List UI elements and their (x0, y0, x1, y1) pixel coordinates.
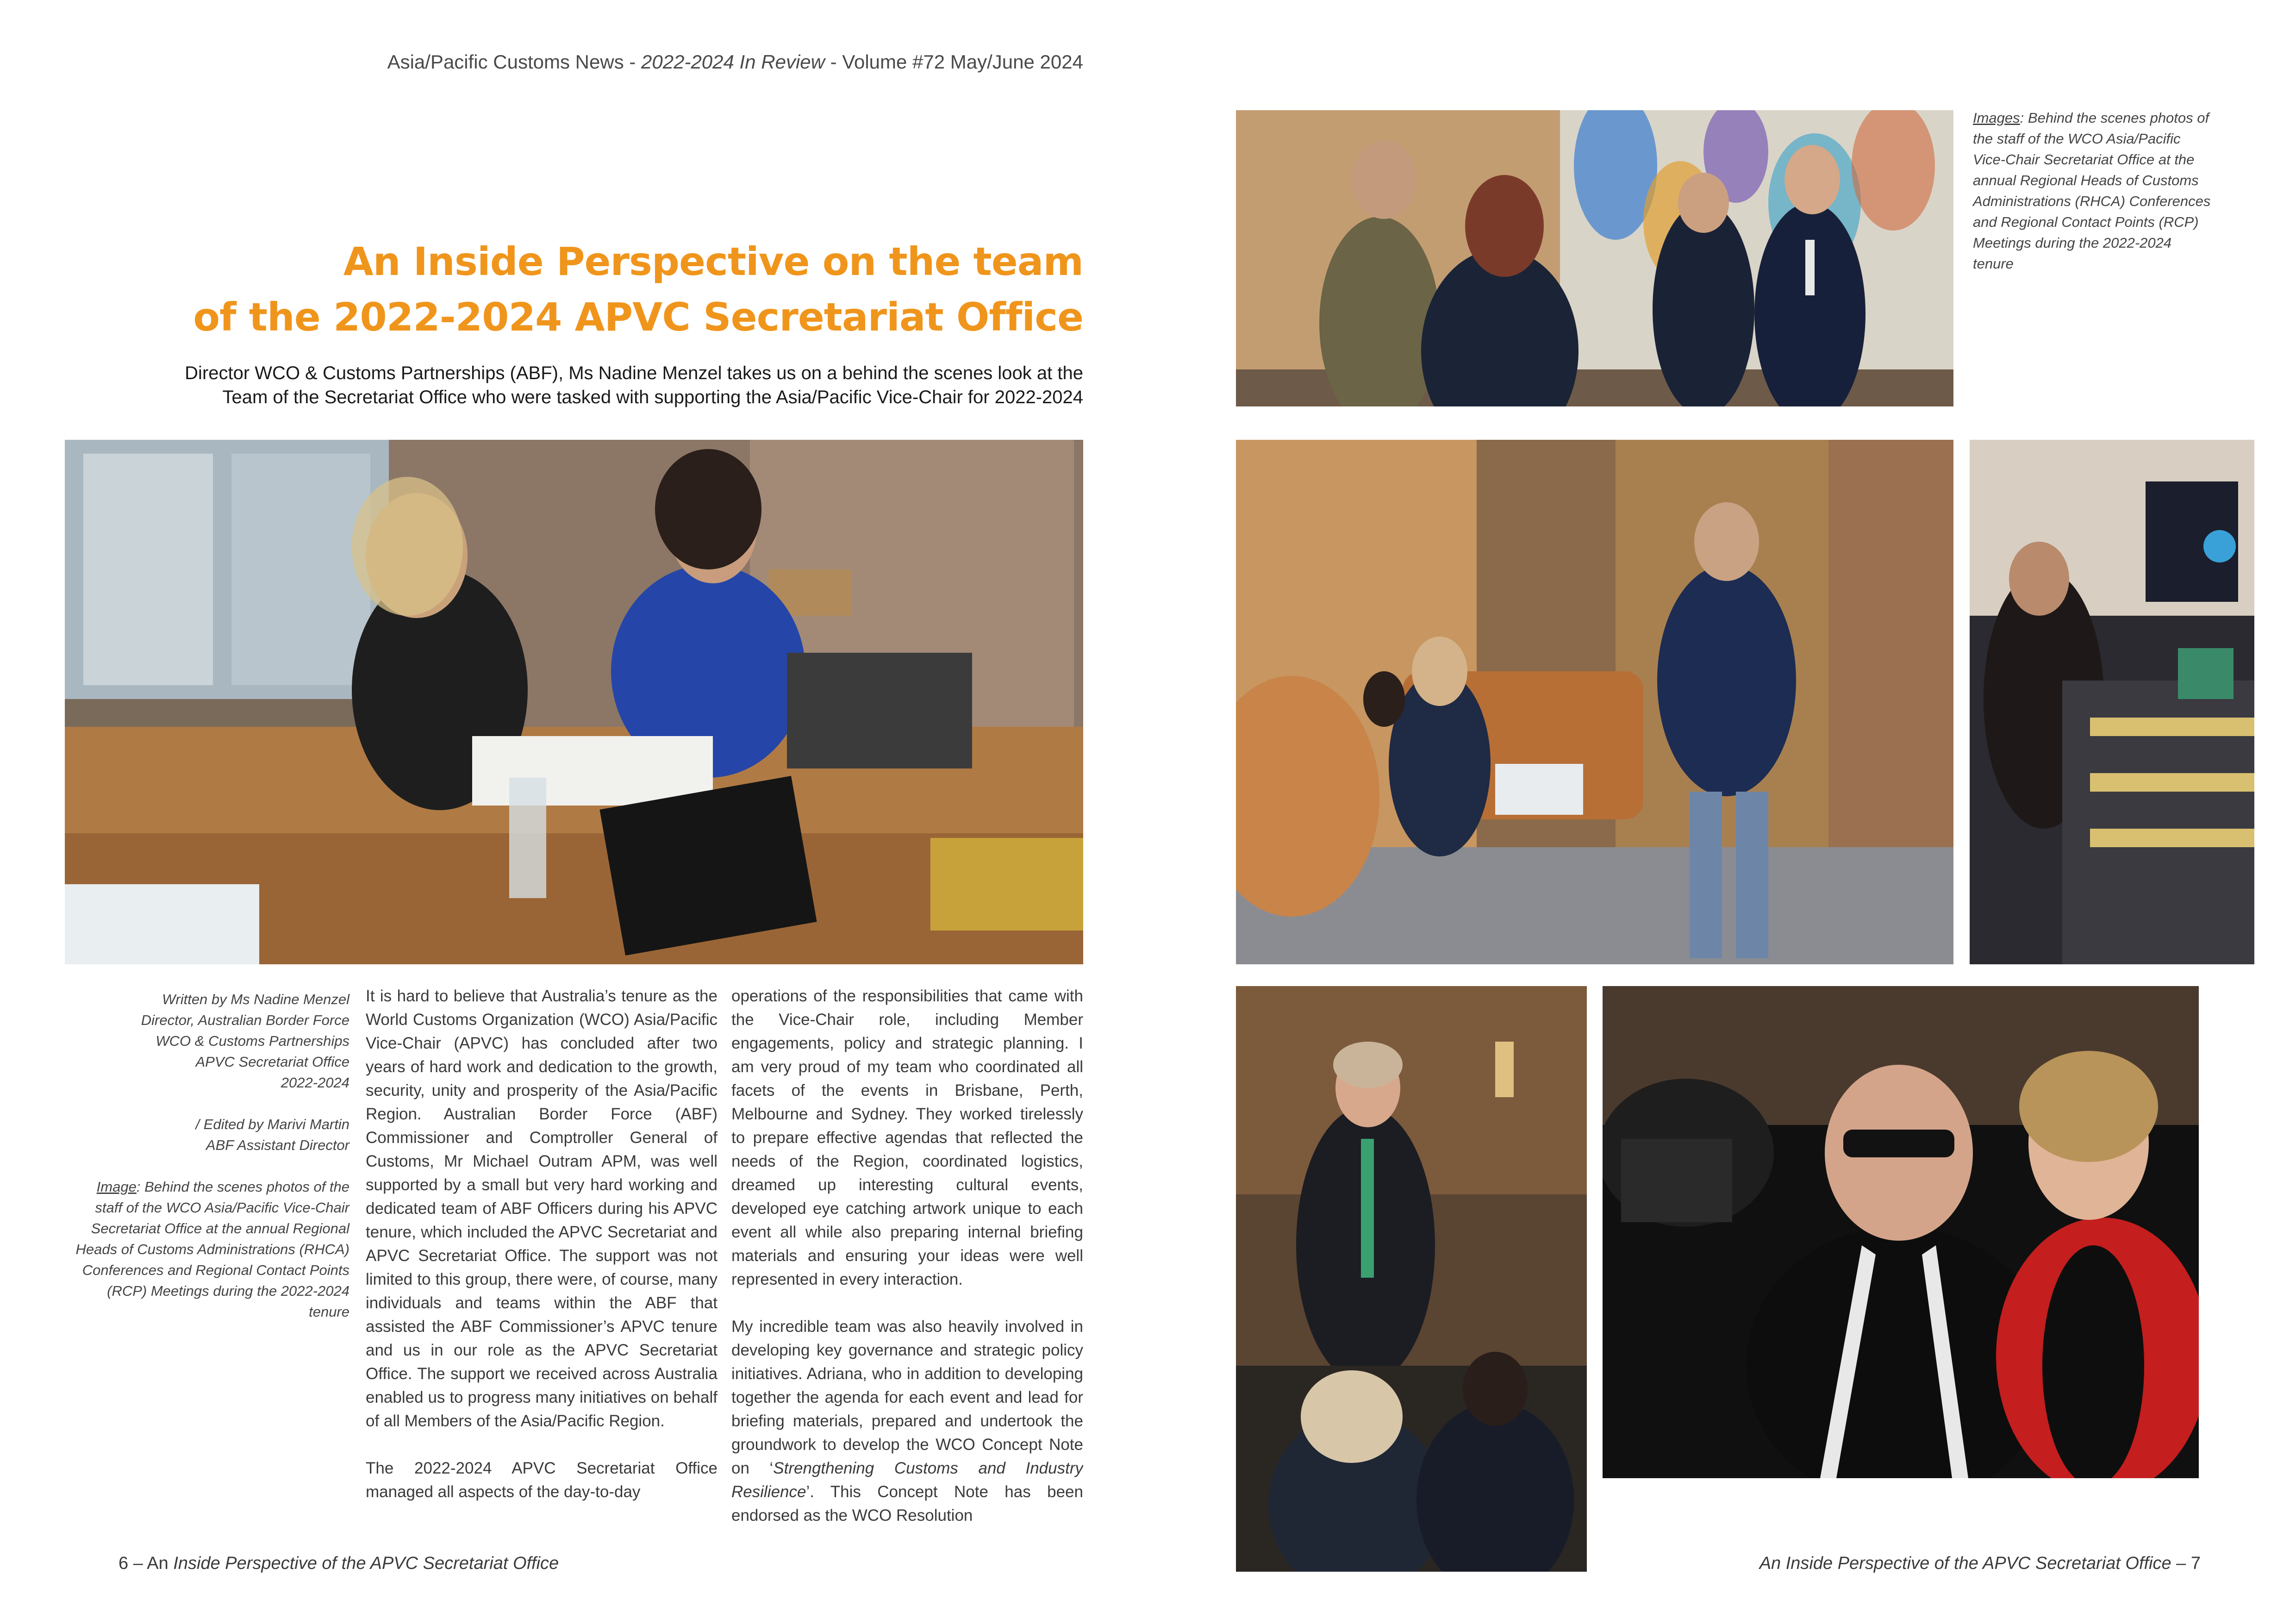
right-caption-text: : Behind the scenes photos of the staff of the WCO Asia/Pacific Vice-Chair Secretariat Office at the annual Regional Heads of Customs Administrations (RHCA) Conferences and Regional Contact Points (RCP) Meetings during the 2022-2024 tenure (1973, 110, 2211, 272)
right-caption-label: Images (1973, 110, 2020, 126)
caption-label: Image (96, 1179, 137, 1195)
footer-right (1759, 1554, 2201, 1574)
article-title (65, 234, 1083, 345)
caption-text: : Behind the scenes photos of the staff of the WCO Asia/Pacific Vice-Chair Secretariat Office at the annual Regional Heads of Customs Administrations (RHCA) Conferences and Regional Contact Points (RCP) Meetings during the 2022-2024 tenure (75, 1179, 349, 1320)
byline-role-3: APVC Secretariat Office (195, 1054, 349, 1070)
byline-role-4: 2022-2024 (281, 1074, 349, 1091)
footer-right-suffix: – 7 (2171, 1554, 2201, 1573)
header-prefix: Asia/Pacific Customs News - (387, 51, 642, 73)
photo-camera-operator-and-colleague (1603, 986, 2199, 1478)
col1-paragraph-1: It is hard to believe that Australia’s tenure as the World Customs Organization (WCO) Asia/Pacific Vice-Chair (APVC) has concluded after two years of hard work and dedication to the growth, security, unity and prosperity of the Asia/Pacific Region. Australian Border Force (ABF) Commissioner and Comptroller General of Customs, Mr Michael Outram APM, was well supported by a small but very hard working and dedicated team of ABF Officers during his APVC tenure, which included the APVC Secretariat and APVC Secretariat Office. The support was not limited to this group, there were, of course, many individuals and teams within the ABF that assisted the ABF Commissioner’s APVC tenure and us in our role as the APVC Secretariat Office. The support we received across Australia enabled us to progress many initiatives on behalf of all Members of the Asia/Pacific Region. (366, 987, 718, 1430)
sidebar-image-caption (69, 1176, 349, 1322)
byline-role-2: WCO & Customs Partnerships (156, 1033, 349, 1049)
title-line-1: An Inside Perspective on the team (343, 239, 1083, 284)
body-column-2 (731, 984, 1083, 1554)
photo-officers-mural (1236, 110, 1953, 406)
intro-line-2: Team of the Secretariat Office who were tasked with supporting the Asia/Pacific Vice-Chair for 2022-2024 (222, 387, 1083, 407)
article-byline (69, 989, 349, 1343)
footer-left-title: Inside Perspective of the APVC Secretariat Office (173, 1554, 559, 1573)
header-issue: 2022-2024 In Review (641, 51, 825, 73)
concept-note-title: Strengthening Customs and Industry Resilience (731, 1459, 1083, 1501)
col1-paragraph-2: The 2022-2024 APVC Secretariat Office managed all aspects of the day-to-day (366, 1459, 718, 1501)
photo-speaker-gesturing (1236, 986, 1587, 1572)
footer-left-prefix: 6 – An (119, 1554, 174, 1573)
body-column-1 (366, 984, 718, 1554)
byline-editor: / Edited by Marivi Martin (195, 1116, 349, 1132)
photo-av-desk (1970, 440, 2254, 964)
col2-paragraph-2 (731, 1315, 1083, 1527)
intro-line-1: Director WCO & Customs Partnerships (ABF), Ms Nadine Menzel takes us on a behind the scenes look at the (185, 363, 1083, 383)
right-image-caption (1973, 107, 2214, 274)
photo-lounge-conversation (1236, 440, 1953, 964)
header-suffix: - Volume #72 May/June 2024 (824, 51, 1083, 73)
byline-author: Written by Ms Nadine Menzel (162, 991, 349, 1007)
byline-editor-role: ABF Assistant Director (206, 1137, 349, 1153)
photo-team-at-desk (65, 440, 1083, 964)
running-header (356, 51, 1083, 73)
col2-p2-start: My incredible team was also heavily involved in developing key governance and strategic policy initiatives. Adriana, who in addition to developing together the agenda for each event and lead for briefing materials, prepared and undertook the groundwork to develop the WCO Concept Note on ‘ (731, 1318, 1083, 1477)
footer-right-title: An Inside Perspective of the APVC Secretariat Office (1759, 1554, 2171, 1573)
footer-left (119, 1554, 559, 1574)
byline-role-1: Director, Australian Border Force (141, 1012, 349, 1028)
title-line-2: of the 2022-2024 APVC Secretariat Office (193, 294, 1083, 340)
col2-paragraph-1: operations of the responsibilities that came with the Vice-Chair role, including Member engagements, policy and strategic planning. I am very proud of my team who coordinated all facets of the events in Brisbane, Perth, Melbourne and Sydney. They worked tirelessly to prepare effective agendas that reflected the needs of the Region, coordinated logistics, dreamed up interesting cultural events, developed eye catching artwork unique to each event all while also preparing internal briefing materials and ensuring your ideas were well represented in every interaction. (731, 987, 1083, 1288)
article-intro (65, 361, 1083, 409)
col2-p2-end: ’. This Concept Note has been endorsed as the WCO Resolution (731, 1483, 1083, 1524)
